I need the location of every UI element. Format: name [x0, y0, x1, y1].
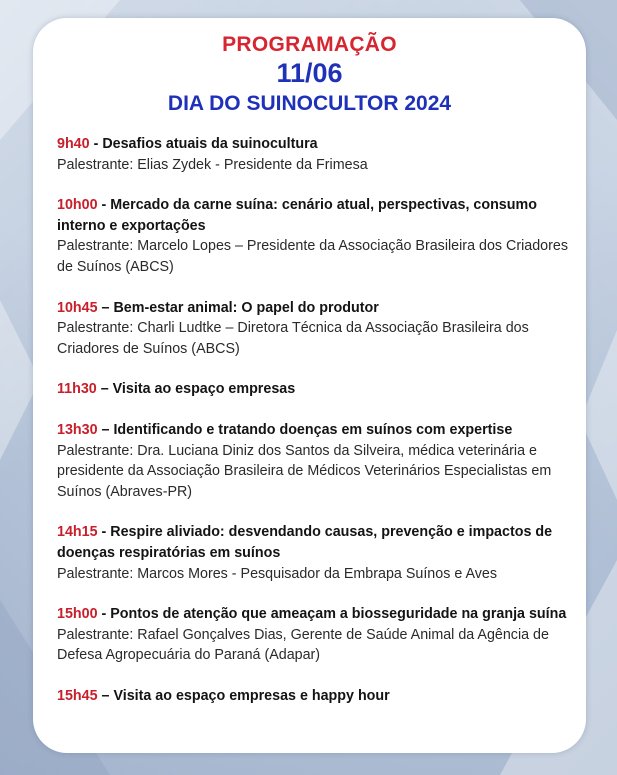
- header: [33, 32, 586, 119]
- item-time: 15h45: [57, 687, 98, 704]
- schedule-item: [57, 134, 577, 175]
- item-speaker: Palestrante: Rafael Gonçalves Dias, Gerente de Saúde Animal da Agência de Defesa Agropecuária do Paraná (Adapar): [57, 626, 549, 664]
- item-separator: -: [97, 606, 111, 623]
- item-time: 10h45: [57, 299, 98, 316]
- header-program-title: PROGRAMAÇÃO: [222, 33, 397, 56]
- header-date: 11/06: [276, 58, 343, 88]
- item-speaker: Palestrante: Marcos Mores - Pesquisador da Embrapa Suínos e Aves: [57, 565, 497, 582]
- item-speaker: Palestrante: Marcelo Lopes – Presidente da Associação Brasileira dos Criadores de Suínos (ABCS): [57, 238, 568, 275]
- item-time: 13h30: [57, 421, 98, 438]
- schedule-item: [57, 604, 577, 666]
- item-separator: –: [96, 381, 113, 398]
- item-speaker: Palestrante: Charli Ludtke – Diretora Técnica da Associação Brasileira dos Criadores de Suínos (ABCS): [57, 320, 529, 357]
- item-separator: -: [89, 136, 103, 152]
- schedule-card: [33, 18, 586, 753]
- schedule-item: [57, 522, 577, 584]
- item-title: Identificando e tratando doenças em suínos com expertise: [113, 421, 513, 438]
- item-time: 14h15: [57, 524, 98, 541]
- item-time: 15h00: [57, 606, 98, 623]
- schedule-item: [57, 379, 577, 400]
- item-title: Respire aliviado: desvendando causas, prevenção e impactos de doenças respiratórias em suínos: [57, 524, 553, 561]
- item-separator: –: [97, 687, 114, 704]
- item-title: Pontos de atenção que ameaçam a biosseguridade na granja suína: [110, 606, 567, 623]
- header-event-name: DIA DO SUINOCULTOR 2024: [167, 92, 452, 115]
- item-title: Desafios atuais da suinocultura: [102, 136, 318, 152]
- item-separator: -: [97, 197, 111, 214]
- schedule-item: [57, 298, 577, 360]
- item-separator: –: [97, 421, 114, 438]
- schedule-item: [57, 686, 577, 707]
- item-title: Mercado da carne suína: cenário atual, perspectivas, consumo interno e exportações: [57, 197, 537, 234]
- item-time: 10h00: [57, 197, 98, 214]
- item-title: Visita ao espaço empresas e happy hour: [113, 687, 390, 704]
- item-separator: –: [97, 299, 114, 316]
- item-separator: -: [97, 524, 111, 541]
- item-speaker: Palestrante: Elias Zydek - Presidente da Frimesa: [57, 156, 368, 173]
- item-speaker: Palestrante: Dra. Luciana Diniz dos Santos da Silveira, médica veterinária e presidente da Associação Brasileira de Médicos Veterinários Especialistas em Suínos (Abraves-PR): [57, 442, 552, 500]
- schedule-item: [57, 195, 577, 277]
- item-time: 11h30: [57, 381, 97, 398]
- item-title: Visita ao espaço empresas: [112, 381, 296, 398]
- schedule-item: [57, 420, 577, 502]
- item-title: Bem-estar animal: O papel do produtor: [113, 299, 379, 316]
- item-time: 9h40: [57, 136, 90, 152]
- schedule-list: [57, 134, 577, 726]
